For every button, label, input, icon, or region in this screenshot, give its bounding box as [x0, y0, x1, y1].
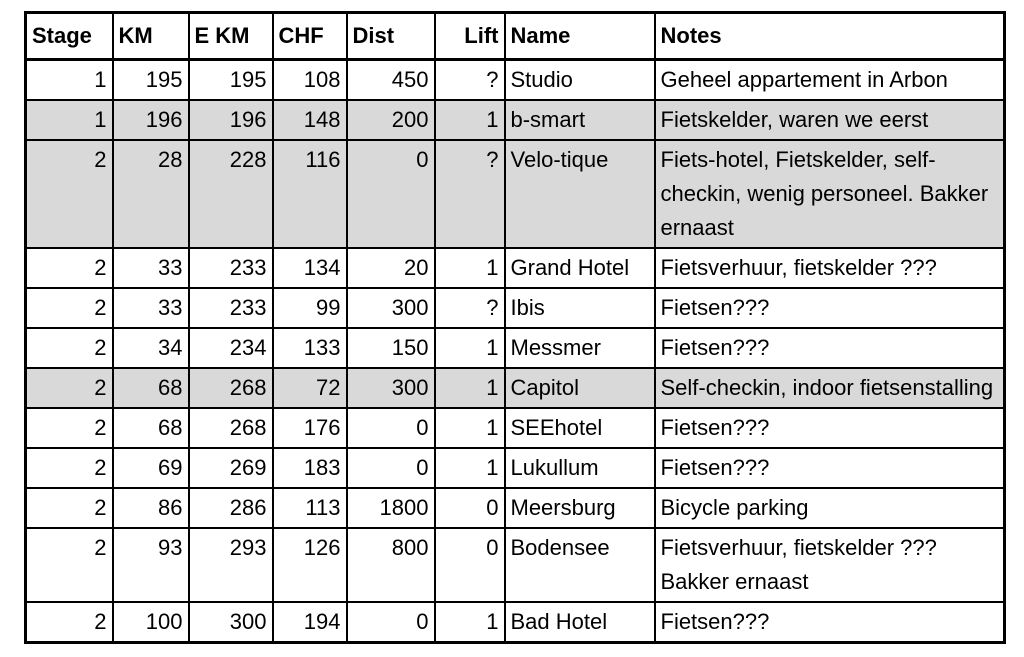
header-notes: Notes — [655, 13, 1005, 60]
table-row — [26, 328, 1005, 368]
cell-lift: 1 — [435, 248, 505, 288]
header-row — [26, 13, 1005, 60]
cell-km: 86 — [113, 488, 189, 528]
cell-lift: 1 — [435, 328, 505, 368]
cell-chf: 108 — [273, 60, 347, 101]
cell-notes: Fietskelder, waren we eerst — [655, 100, 1005, 140]
cell-notes: Fietsen??? — [655, 408, 1005, 448]
cell-km: 33 — [113, 248, 189, 288]
cell-km: 68 — [113, 368, 189, 408]
cell-chf: 194 — [273, 602, 347, 643]
cell-notes: Fiets-hotel, Fietskelder, self-checkin, wenig personeel. Bakker ernaast — [655, 140, 1005, 248]
cell-lift: 1 — [435, 368, 505, 408]
header-ekm: E KM — [189, 13, 273, 60]
table-row — [26, 408, 1005, 448]
cell-name: Bodensee — [505, 528, 655, 602]
cell-chf: 99 — [273, 288, 347, 328]
cell-ekm: 196 — [189, 100, 273, 140]
cell-chf: 72 — [273, 368, 347, 408]
cell-notes: Bicycle parking — [655, 488, 1005, 528]
table-row — [26, 528, 1005, 602]
cell-notes: Fietsverhuur, fietskelder ??? — [655, 248, 1005, 288]
cell-chf: 134 — [273, 248, 347, 288]
cell-chf: 116 — [273, 140, 347, 248]
cell-name: Meersburg — [505, 488, 655, 528]
cell-notes: Fietsverhuur, fietskelder ??? Bakker ernaast — [655, 528, 1005, 602]
hotel-table — [24, 11, 1006, 644]
cell-dist: 20 — [347, 248, 435, 288]
cell-notes: Fietsen??? — [655, 602, 1005, 643]
table-row — [26, 140, 1005, 248]
cell-stage: 2 — [26, 528, 113, 602]
cell-chf: 113 — [273, 488, 347, 528]
header-chf: CHF — [273, 13, 347, 60]
cell-ekm: 293 — [189, 528, 273, 602]
table-row — [26, 448, 1005, 488]
cell-lift: 1 — [435, 602, 505, 643]
cell-dist: 300 — [347, 368, 435, 408]
cell-ekm: 300 — [189, 602, 273, 643]
cell-name: b-smart — [505, 100, 655, 140]
cell-stage: 2 — [26, 288, 113, 328]
header-km: KM — [113, 13, 189, 60]
cell-km: 68 — [113, 408, 189, 448]
cell-dist: 0 — [347, 602, 435, 643]
cell-notes: Self-checkin, indoor fietsenstalling — [655, 368, 1005, 408]
cell-stage: 1 — [26, 100, 113, 140]
cell-stage: 2 — [26, 448, 113, 488]
cell-dist: 1800 — [347, 488, 435, 528]
cell-name: Bad Hotel — [505, 602, 655, 643]
cell-ekm: 268 — [189, 408, 273, 448]
table-body — [26, 60, 1005, 643]
cell-stage: 2 — [26, 488, 113, 528]
cell-ekm: 268 — [189, 368, 273, 408]
cell-chf: 176 — [273, 408, 347, 448]
cell-dist: 200 — [347, 100, 435, 140]
cell-lift: ? — [435, 60, 505, 101]
cell-name: Capitol — [505, 368, 655, 408]
cell-ekm: 234 — [189, 328, 273, 368]
cell-name: Velo-tique — [505, 140, 655, 248]
cell-notes: Geheel appartement in Arbon — [655, 60, 1005, 101]
cell-name: SEEhotel — [505, 408, 655, 448]
cell-km: 195 — [113, 60, 189, 101]
table-row — [26, 368, 1005, 408]
cell-name: Ibis — [505, 288, 655, 328]
cell-km: 93 — [113, 528, 189, 602]
cell-stage: 2 — [26, 140, 113, 248]
header-lift: Lift — [435, 13, 505, 60]
cell-stage: 1 — [26, 60, 113, 101]
cell-stage: 2 — [26, 602, 113, 643]
cell-ekm: 233 — [189, 288, 273, 328]
table-row — [26, 602, 1005, 643]
header-stage: Stage — [26, 13, 113, 60]
table-row — [26, 248, 1005, 288]
table-row — [26, 288, 1005, 328]
cell-ekm: 228 — [189, 140, 273, 248]
cell-dist: 300 — [347, 288, 435, 328]
cell-chf: 126 — [273, 528, 347, 602]
header-name: Name — [505, 13, 655, 60]
cell-ekm: 286 — [189, 488, 273, 528]
cell-km: 34 — [113, 328, 189, 368]
cell-lift: ? — [435, 140, 505, 248]
cell-lift: ? — [435, 288, 505, 328]
cell-km: 33 — [113, 288, 189, 328]
table-row — [26, 100, 1005, 140]
cell-stage: 2 — [26, 408, 113, 448]
cell-name: Grand Hotel — [505, 248, 655, 288]
cell-stage: 2 — [26, 328, 113, 368]
cell-lift: 0 — [435, 488, 505, 528]
cell-dist: 0 — [347, 448, 435, 488]
cell-notes: Fietsen??? — [655, 328, 1005, 368]
cell-km: 28 — [113, 140, 189, 248]
cell-name: Studio — [505, 60, 655, 101]
cell-km: 100 — [113, 602, 189, 643]
table-row — [26, 488, 1005, 528]
cell-dist: 0 — [347, 140, 435, 248]
cell-dist: 150 — [347, 328, 435, 368]
cell-notes: Fietsen??? — [655, 448, 1005, 488]
cell-dist: 800 — [347, 528, 435, 602]
cell-lift: 1 — [435, 100, 505, 140]
cell-ekm: 233 — [189, 248, 273, 288]
cell-name: Messmer — [505, 328, 655, 368]
cell-chf: 183 — [273, 448, 347, 488]
cell-stage: 2 — [26, 248, 113, 288]
table-row — [26, 60, 1005, 101]
cell-notes: Fietsen??? — [655, 288, 1005, 328]
cell-ekm: 269 — [189, 448, 273, 488]
cell-name: Lukullum — [505, 448, 655, 488]
cell-dist: 0 — [347, 408, 435, 448]
cell-ekm: 195 — [189, 60, 273, 101]
cell-lift: 1 — [435, 408, 505, 448]
cell-dist: 450 — [347, 60, 435, 101]
cell-lift: 1 — [435, 448, 505, 488]
cell-chf: 148 — [273, 100, 347, 140]
header-dist: Dist — [347, 13, 435, 60]
cell-lift: 0 — [435, 528, 505, 602]
cell-km: 69 — [113, 448, 189, 488]
cell-chf: 133 — [273, 328, 347, 368]
cell-stage: 2 — [26, 368, 113, 408]
cell-km: 196 — [113, 100, 189, 140]
